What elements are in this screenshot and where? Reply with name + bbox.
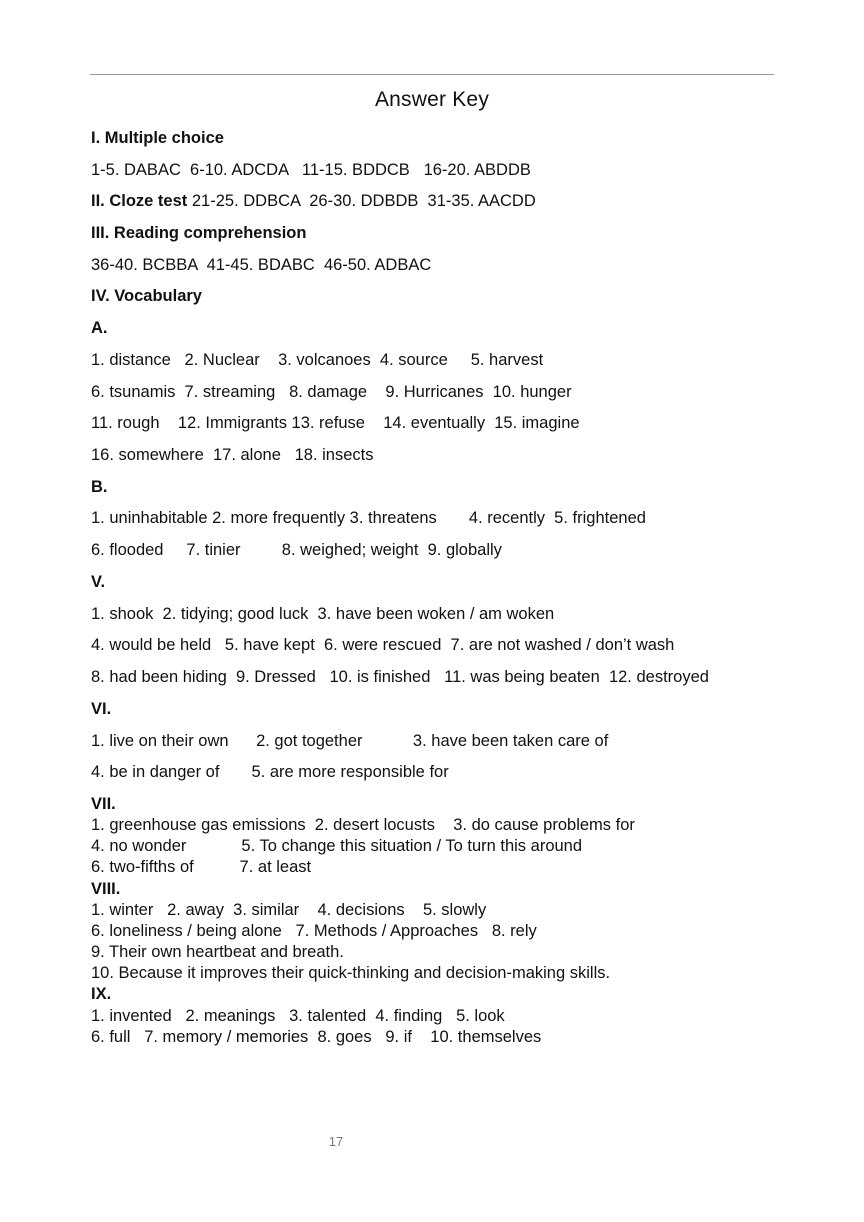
section-iv-a-line: 1. distance 2. Nuclear 3. volcanoes 4. source 5. harvest bbox=[91, 351, 544, 369]
section-v-line: 1. shook 2. tidying; good luck 3. have been woken / am woken bbox=[91, 605, 555, 623]
section-ix-line: 1. invented 2. meanings 3. talented 4. finding 5. look bbox=[91, 1007, 505, 1025]
section-vii-line: 1. greenhouse gas emissions 2. desert locusts 3. do cause problems for bbox=[91, 816, 635, 834]
section-i-answers: 1-5. DABAC 6-10. ADCDA 11-15. BDDCB 16-20. ABDDB bbox=[91, 161, 531, 179]
page-number: 17 bbox=[328, 1134, 344, 1149]
section-iv-b-line: 6. flooded 7. tinier 8. weighed; weight 9. globally bbox=[91, 541, 502, 559]
section-iv-a-label: A. bbox=[91, 319, 108, 337]
section-viii-line: 6. loneliness / being alone 7. Methods / Approaches 8. rely bbox=[91, 922, 537, 940]
section-iv-a-line: 11. rough 12. Immigrants 13. refuse 14. eventually 15. imagine bbox=[91, 414, 580, 432]
section-i-heading: I. Multiple choice bbox=[91, 129, 224, 147]
section-viii-heading: VIII. bbox=[91, 880, 121, 898]
section-viii-line: 1. winter 2. away 3. similar 4. decisions 5. slowly bbox=[91, 901, 487, 919]
section-iii-answers: 36-40. BCBBA 41-45. BDABC 46-50. ADBAC bbox=[91, 256, 432, 274]
page-title: Answer Key bbox=[374, 88, 490, 111]
section-v-line: 4. would be held 5. have kept 6. were rescued 7. are not washed / don’t wash bbox=[91, 636, 675, 654]
section-ii-answers: 21-25. DDBCA 26-30. DDBDB 31-35. AACDD bbox=[187, 192, 536, 210]
section-iii-heading: III. Reading comprehension bbox=[91, 224, 307, 242]
section-iv-b-line: 1. uninhabitable 2. more frequently 3. threatens 4. recently 5. frightened bbox=[91, 509, 646, 527]
section-iv-b-label: B. bbox=[91, 478, 108, 496]
section-vi-line: 4. be in danger of 5. are more responsible for bbox=[91, 763, 449, 781]
section-v-heading: V. bbox=[91, 573, 106, 591]
section-viii-line: 9. Their own heartbeat and breath. bbox=[91, 943, 344, 961]
section-v-line: 8. had been hiding 9. Dressed 10. is finished 11. was being beaten 12. destroyed bbox=[91, 668, 709, 686]
section-viii-line: 10. Because it improves their quick-thinking and decision-making skills. bbox=[91, 964, 611, 982]
top-rule bbox=[90, 74, 774, 75]
section-ii-heading: II. Cloze test bbox=[91, 192, 188, 210]
section-ix-line: 6. full 7. memory / memories 8. goes 9. if 10. themselves bbox=[91, 1028, 542, 1046]
section-vi-line: 1. live on their own 2. got together 3. have been taken care of bbox=[91, 732, 609, 750]
section-vii-line: 6. two-fifths of 7. at least bbox=[91, 858, 312, 876]
section-iv-heading: IV. Vocabulary bbox=[91, 287, 202, 305]
section-ix-heading: IX. bbox=[91, 985, 112, 1003]
section-iv-a-line: 16. somewhere 17. alone 18. insects bbox=[91, 446, 374, 464]
section-vii-heading: VII. bbox=[91, 795, 116, 813]
section-ii-line bbox=[91, 191, 536, 211]
section-vii-line: 4. no wonder 5. To change this situation / To turn this around bbox=[91, 837, 583, 855]
section-vi-heading: VI. bbox=[91, 700, 112, 718]
section-iv-a-line: 6. tsunamis 7. streaming 8. damage 9. Hurricanes 10. hunger bbox=[91, 383, 572, 401]
